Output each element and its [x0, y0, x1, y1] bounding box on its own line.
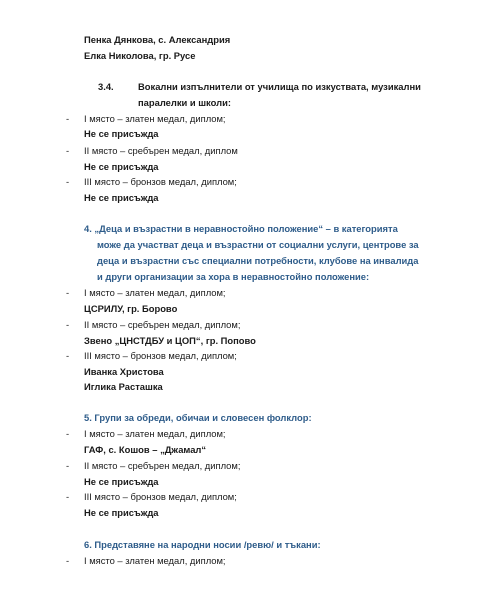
- section-title: паралелки и школи:: [138, 97, 231, 108]
- bullet-dash: -: [66, 428, 70, 439]
- place-line: І място – златен медал, диплом;: [84, 428, 226, 439]
- winner-line: Иглика Расташка: [84, 381, 163, 392]
- name-line: Елка Николова, гр. Русе: [84, 50, 196, 61]
- winner-line: Не се присъжда: [84, 192, 159, 203]
- place-line: ІІІ място – бронзов медал, диплом;: [84, 491, 237, 502]
- bullet-dash: -: [66, 145, 70, 156]
- winner-line: Не се присъжда: [84, 476, 159, 487]
- bullet-dash: -: [66, 113, 70, 124]
- winner-line: Не се присъжда: [84, 507, 159, 518]
- bullet-dash: -: [66, 460, 70, 471]
- winner-line: Не се присъжда: [84, 128, 159, 139]
- bullet-dash: -: [66, 491, 70, 502]
- winner-line: ГАФ, с. Кошов – „Джамал“: [84, 444, 207, 455]
- section-title: Вокални изпълнители от училища по изкуствата, музикални: [138, 81, 421, 92]
- place-line: І място – златен медал, диплом;: [84, 287, 226, 298]
- section-title: и други организации за хора в неравностойно положение:: [97, 271, 370, 282]
- bullet-dash: -: [66, 176, 70, 187]
- place-line: ІІІ място – бронзов медал, диплом;: [84, 176, 237, 187]
- name-line: Пенка Дянкова, с. Александрия: [84, 34, 231, 45]
- section-title: 5. Групи за обреди, обичаи и словесен фолклор:: [84, 412, 312, 423]
- bullet-dash: -: [66, 350, 70, 361]
- place-line: ІІ място – сребърен медал, диплом;: [84, 319, 241, 330]
- winner-line: ЦСРИЛУ, гр. Борово: [84, 303, 178, 314]
- section-number: 3.4.: [98, 81, 114, 92]
- place-line: ІІ място – сребърен медал, диплом;: [84, 460, 241, 471]
- winner-line: Не се присъжда: [84, 161, 159, 172]
- section-title: 6. Представяне на народни носии /ревю/ и тъкани:: [84, 539, 321, 550]
- bullet-dash: -: [66, 287, 70, 298]
- section-title: може да участват деца и възрастни от социални услуги, центрове за: [97, 239, 419, 250]
- section-title: 4. „Деца и възрастни в неравностойно положение“ – в категорията: [84, 223, 398, 234]
- winner-line: Иванка Христова: [84, 366, 164, 377]
- place-line: І място – златен медал, диплом;: [84, 113, 226, 124]
- place-line: ІІ място – сребърен медал, диплом: [84, 145, 238, 156]
- place-line: І място – златен медал, диплом;: [84, 555, 226, 566]
- section-title: деца и възрастни със специални потребности, клубове на инвалида: [97, 255, 419, 266]
- bullet-dash: -: [66, 555, 70, 566]
- winner-line: Звено „ЦНСТДБУ и ЦОП“, гр. Попово: [84, 335, 256, 346]
- bullet-dash: -: [66, 319, 70, 330]
- place-line: ІІІ място – бронзов медал, диплом;: [84, 350, 237, 361]
